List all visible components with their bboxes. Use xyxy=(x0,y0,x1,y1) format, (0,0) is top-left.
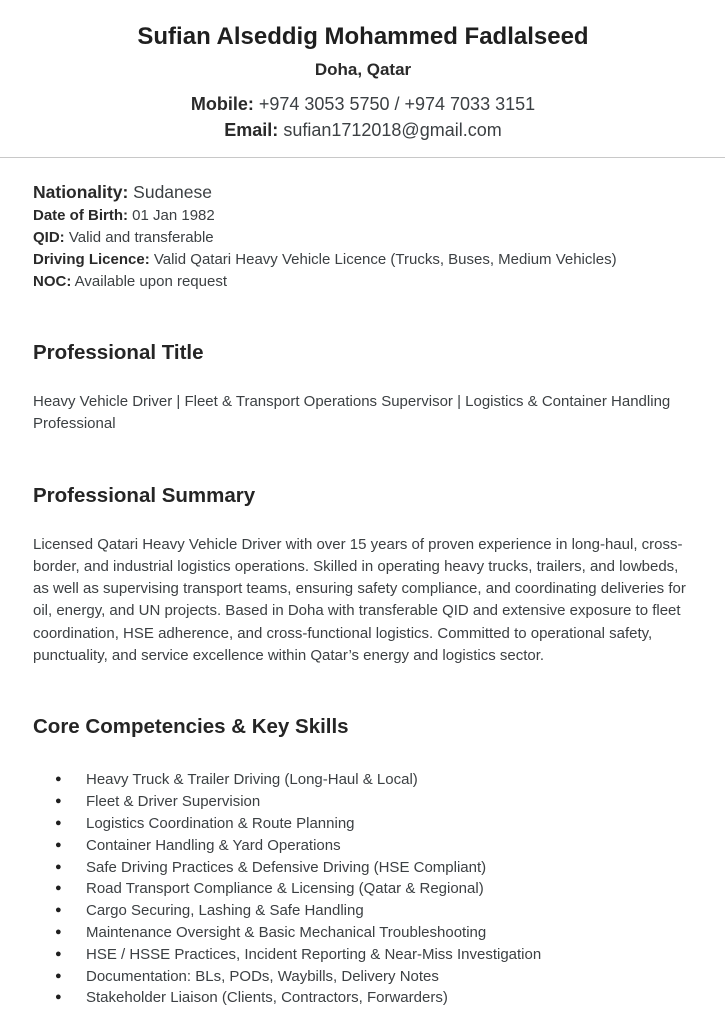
skill-text: Documentation: BLs, PODs, Waybills, Delivery Notes xyxy=(86,967,439,985)
skill-item xyxy=(33,857,693,879)
bullet-icon: ● xyxy=(55,925,62,938)
professional-title-text: Heavy Vehicle Driver | Fleet & Transport Operations Supervisor | Logistics & Container Handling Professional xyxy=(33,393,671,433)
personal-details-section xyxy=(0,179,725,293)
bullet-icon: ● xyxy=(55,882,62,895)
resume-header xyxy=(0,22,725,143)
header-divider xyxy=(0,157,725,158)
professional-title-section xyxy=(0,340,725,436)
mobile-value: +974 3053 5750 / +974 7033 3151 xyxy=(253,94,536,114)
skill-text: Cargo Securing, Lashing & Safe Handling xyxy=(86,902,364,920)
personal-detail-row xyxy=(33,205,693,227)
personal-detail-row xyxy=(33,271,693,293)
mobile-label: Mobile: xyxy=(190,94,254,114)
candidate-name: Sufian Alseddig Mohammed Fadlalseed xyxy=(137,23,589,50)
bullet-icon: ● xyxy=(55,795,62,808)
skill-text: Safe Driving Practices & Defensive Driving (HSE Compliant) xyxy=(86,858,487,876)
section-heading-core-skills: Core Competencies & Key Skills xyxy=(33,715,349,739)
detail-value: Sudanese xyxy=(128,182,212,202)
professional-summary-text: Licensed Qatari Heavy Vehicle Driver with over 15 years of proven experience in long-haul, cross-border, and industrial logistics operations. Skilled in operating heavy trucks, trailers, and lowbeds, as well as supervising transport teams, ensuring safety compliance, and coordinating deliveries for oil, energy, and UN projects. Based in Doha with transferable QID and extensive exposure to fleet coordination, HSE adherence, and cross-functional logistics. Committed to operational safety, punctuality, and service excellence within Qatar’s energy and logistics sector. xyxy=(33,535,686,665)
personal-detail-row xyxy=(33,249,693,271)
skill-item xyxy=(33,987,693,1009)
detail-label: QID: xyxy=(33,229,65,246)
detail-label: Nationality: xyxy=(33,182,129,202)
bullet-icon: ● xyxy=(55,991,62,1004)
professional-summary-section xyxy=(0,483,725,668)
detail-label: NOC: xyxy=(33,273,72,290)
bullet-icon: ● xyxy=(55,860,62,873)
personal-detail-row xyxy=(33,227,693,249)
skills-list xyxy=(33,769,693,1009)
personal-detail-row xyxy=(33,179,693,205)
detail-label: Date of Birth: xyxy=(33,207,128,224)
skill-text: Logistics Coordination & Route Planning xyxy=(86,814,355,832)
bullet-icon: ● xyxy=(55,838,62,851)
skill-text: Road Transport Compliance & Licensing (Qatar & Regional) xyxy=(86,880,484,898)
skill-text: Container Handling & Yard Operations xyxy=(86,836,341,854)
detail-value: Valid Qatari Heavy Vehicle Licence (Trucks, Buses, Medium Vehicles) xyxy=(149,251,617,268)
skill-item xyxy=(33,966,693,988)
skill-item xyxy=(33,878,693,900)
detail-value: Available upon request xyxy=(71,273,228,290)
detail-label: Driving Licence: xyxy=(33,251,150,268)
skill-text: HSE / HSSE Practices, Incident Reporting & Near-Miss Investigation xyxy=(86,945,542,963)
skill-item xyxy=(33,944,693,966)
skill-item xyxy=(33,835,693,857)
bullet-icon: ● xyxy=(55,773,62,786)
section-heading-professional-summary: Professional Summary xyxy=(33,483,256,507)
skill-text: Stakeholder Liaison (Clients, Contractors, Forwarders) xyxy=(86,989,448,1007)
skill-item xyxy=(33,900,693,922)
email-line xyxy=(33,117,693,143)
bullet-icon: ● xyxy=(55,969,62,982)
skill-item xyxy=(33,813,693,835)
skill-text: Fleet & Driver Supervision xyxy=(86,793,261,811)
detail-value: Valid and transferable xyxy=(64,229,214,246)
bullet-icon: ● xyxy=(55,904,62,917)
mobile-line xyxy=(33,91,693,117)
skill-item xyxy=(33,922,693,944)
location-line: Doha, Qatar xyxy=(314,60,412,79)
skill-text: Heavy Truck & Trailer Driving (Long-Haul & Local) xyxy=(86,771,418,789)
skill-text: Maintenance Oversight & Basic Mechanical Troubleshooting xyxy=(86,923,487,941)
core-skills-section xyxy=(0,714,725,1009)
email-value: sufian1712018@gmail.com xyxy=(278,120,502,140)
bullet-icon: ● xyxy=(55,947,62,960)
skill-item xyxy=(33,769,693,791)
bullet-icon: ● xyxy=(55,816,62,829)
detail-value: 01 Jan 1982 xyxy=(128,207,215,224)
skill-item xyxy=(33,791,693,813)
email-label: Email: xyxy=(224,120,279,140)
section-heading-professional-title: Professional Title xyxy=(33,341,204,364)
